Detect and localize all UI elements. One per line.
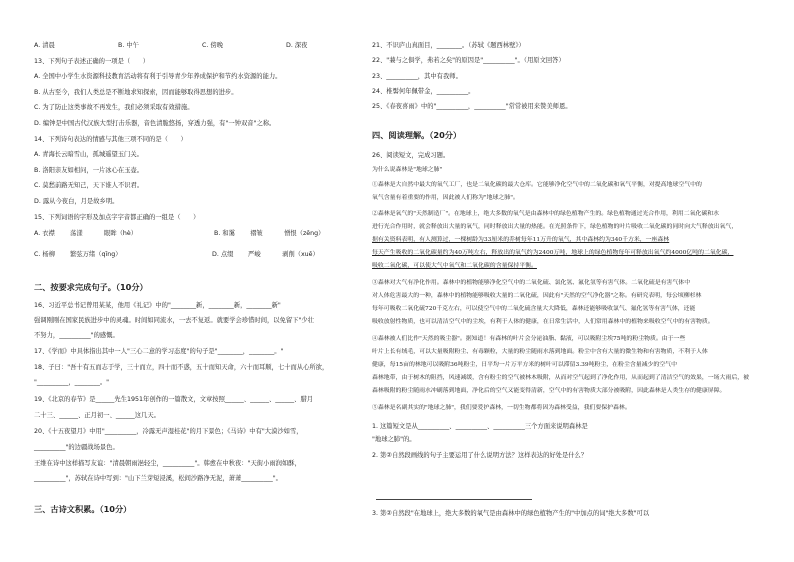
q20-line1[interactable]: 20、《十五夜望月》中用"__________，冷露无声湿桂花"的月下景色；《马诗》中有"大漠沙如雪，: [34, 428, 303, 435]
para3-line2: 对人体危害最大的一种，森林中的植物能够吸收大量的二氧化硫，因此有"天然的空气净化器"之称。有研究表明，每公顷柳杉林: [372, 293, 702, 299]
para3-line3: 每年可吸收二氧化硫720千克左右，可以使空气中的二氧化硫含量大大降低，森林还能够吸收氯气、氟化氢等有害气体，还能: [372, 306, 696, 312]
q20-line4[interactable]: __________"，苏轼在诗中写到："山下兰芽短浸溪，松间沙路净无泥，萧萧__________"。: [34, 475, 282, 482]
q14-option-b[interactable]: B. 洛阳亲友如相问，一片冰心在玉壶。: [34, 167, 144, 174]
q15-a-word2: 荡漾: [70, 230, 83, 237]
q15-a-word1[interactable]: A. 衣襟: [34, 230, 55, 237]
reading-q1-line2: "地球之肺"的。: [372, 436, 416, 443]
answer-line[interactable]: [376, 499, 532, 500]
q20-line2[interactable]: __________"的边疆战场景色。: [34, 444, 119, 451]
q17[interactable]: 17、《学而》中具体指出其中一人"三心二意的学习态度"的句子是"________，________。": [34, 348, 284, 355]
q23[interactable]: 23、__________，其中有我师。: [372, 73, 462, 80]
q15-row1: [34, 230, 324, 238]
q15-a-word3: 眼眸（hè）: [104, 230, 138, 237]
para5-line1: ⑤森林是名副其实的"地球之肺"，我们要爱护森林，一切生物都将因为森林受益，我们要保护森林。: [372, 405, 631, 411]
reading-q3: 3. 第②自然段"在地球上，绝大多数的氧气是由森林中的绿色植物产生的"中加点的词"绝大多数"可以: [372, 510, 650, 517]
q13-option-b[interactable]: B. 从古至今，我们人类总是不断地求知探索，因而能够取得思想的进步。: [34, 89, 238, 96]
q12-option-b[interactable]: B. 中午: [118, 42, 139, 49]
q24[interactable]: 24、椎髻何年佩带金，__________。: [372, 88, 475, 95]
q13-option-a[interactable]: A. 全国中小学生水资源科技教育活动将有利于引导青少年养成保护和节约水资源的能力。: [34, 73, 282, 80]
q14-stem: 14、下列诗句表达的情感与其他三项不同的是（ ）: [34, 136, 187, 143]
q19-line1[interactable]: 19、《北京的春节》是______先生1951年创作的一篇散文，文章按照______、______、______、腊月: [34, 396, 314, 403]
q12-option-c[interactable]: C. 傍晚: [202, 42, 223, 49]
section-3-title: 三、古诗文积累。（10分）: [34, 504, 132, 514]
q14-option-d[interactable]: D. 露从今夜白，月是故乡明。: [34, 198, 119, 205]
section-4-title: 四、阅读理解。（20分）: [372, 130, 462, 140]
para3-line4: 吸收放射性物质，也可以清洁空气中的尘埃，有利于人体的健康，在日常生活中，人们常用森林中的植物来吸收空气中的有害物质。: [372, 319, 714, 325]
q16-line1[interactable]: 16、习近平总书记曾用某某，他用《礼记》中的"________新，________新，________新": [34, 302, 281, 309]
q21[interactable]: 21、不识庐山真面目，________。（苏轼《题西林壁》）: [372, 42, 525, 49]
para4-line4: 森林地带，由于树木的阻挡，风速减缓，含有粉尘的空气被林木吸附，从而对空气起到了净化作用，从而起到了清洁空气的效果，一场大雨后，被: [372, 375, 749, 381]
q15-b-word3: 憎恨（zēng）: [284, 230, 325, 237]
q15-d-word3: 剥削（xuē）: [282, 251, 319, 258]
para4-line2: 叶片上长有绒毛，可以大量吸附粉尘、有毒颗粒，大量的粉尘随雨水落到地面。粉尘中含有大量的微生物和有害物质，不利于人体: [372, 349, 708, 355]
q19-line2[interactable]: 二十三、______、正月初一、______这几天。: [34, 412, 160, 419]
reading-q1-line1[interactable]: 1. 这篇短文是从__________、__________、__________三个方面来说明森林是: [372, 423, 588, 430]
q15-c-word1[interactable]: C. 杨柳: [34, 251, 55, 258]
q15-d-word2: 严峻: [248, 251, 261, 258]
reading-q2: 2. 第②自然段画线的句子主要运用了什么说明方法？这样表达的好处是什么？: [372, 452, 588, 459]
q20-line3[interactable]: 王维在诗中这样描写友谊："清晨朝雨浥轻尘，__________"。韩愈在中秋夜："天街小雨润如酥，: [34, 460, 301, 467]
q15-b-word1[interactable]: B. 和霭: [214, 230, 235, 237]
para4-line3: 健康，每15亩的林地可以吸附36吨粉尘，日平均一片万平方米的树叶可以滞留3.39吨粉尘，在粉尘含量减少的空气中: [372, 362, 677, 368]
q13-option-d[interactable]: D. 编钟是中国古代汉族大型打击乐器，音色清脆悠扬，穿透力强，有"一钟双音"之称。: [34, 120, 276, 127]
para3-line1: ③森林对大气有净化作用。森林中的植物能够净化空气中的二氧化硫、氯化氢、氟化氢等有害气体。二氧化硫是有害气体中: [372, 280, 691, 286]
para2-line2: 进行光合作用时，就会释放出大量的氧气，同时释放出大量的热能。在光照条件下，绿色植物的叶片吸收二氧化碳的同时向大气释放出氧气，: [372, 224, 738, 230]
q15-d-word1[interactable]: D. 点缀: [212, 251, 234, 258]
q14-option-c[interactable]: C. 莫愁前路无知己，天下谁人不识君。: [34, 182, 144, 189]
para1-line2: 氧气含量有着重要的作用，因此被人们称为"地球之肺"。: [372, 195, 519, 201]
q15-stem: 15、下列词语的字形及加点字字音都正确的一组是（ ）: [34, 214, 200, 221]
q14-option-a[interactable]: A. 青海长云暗雪山，孤城遥望玉门关。: [34, 151, 143, 158]
para4-line5: 森林吸附的粉尘随雨水冲刷落到地面，净化后的空气又能变得清新，空气中的有害物质大部分被吸附，因此森林是人类生存的健康屏障。: [372, 388, 726, 394]
para2-line4: 每天产生吸收的二氧化碳量约为40万吨左右，释放出的氧气约为2400万吨，地球上的绿色植物每年可释放出氧气约4000亿吨的二氧化碳，: [372, 250, 734, 256]
q22[interactable]: 22、"蒹与之俱学，弗若之矣"的原因是"__________"。（用原文回答）: [372, 57, 565, 64]
q15-row2: [34, 251, 319, 259]
article-title: 为什么说森林是"地球之肺": [372, 167, 443, 173]
para2-line3: 据有关资料表明，有人测算过，一棵树龄为33厘米的乔树每年11万升的氧气，其中森林约为340千方米，一座森林: [372, 237, 670, 243]
q18-line2[interactable]: "__________，________。": [34, 379, 110, 386]
q25[interactable]: 25、《春夜喜雨》中的"__________，__________"常常被用来赞美师恩。: [372, 103, 572, 110]
q15-c-word2: 繁弦万绪（qīng）: [70, 251, 122, 258]
q13-option-c[interactable]: C. 为了防止这类事故不再发生，我们必须采取有效措施。: [34, 104, 194, 111]
section-2-title: 二、按要求完成句子。（10分）: [34, 282, 148, 292]
para2-line1: ②森林是氧气的"天然制造厂"。在地球上，绝大多数的氧气是由森林中的绿色植物产生的。绿色植物通过光合作用，利用二氧化碳和水: [372, 211, 720, 217]
para1-line1: ①森林是大自然中最大的氧气工厂，也是二氧化碳的最大仓库。它能够净化空气中的二氧化碳和氧气平衡，对提高地球空气中的: [372, 182, 702, 188]
q26-stem: 26、阅读短文，完成习题。: [372, 152, 450, 159]
q16-line2: 强调刚刚在国家民族进步中的灵魂。时间如同流水，一去不复返。就要学会珍惜时间，以免留下"少壮: [34, 317, 314, 324]
q15-b-word2: 褶皱: [250, 230, 263, 237]
q12-options: [34, 42, 370, 50]
q18-line1: 18、子曰："吾十有五而志于学，三十而立，四十而不惑，五十而知天命，六十而耳顺，七十而从心所欲，: [34, 364, 329, 371]
q12-option-a[interactable]: A. 清晨: [34, 42, 55, 49]
q12-option-d[interactable]: D. 深夜: [286, 42, 308, 49]
q16-line3[interactable]: 不努力，__________"的感慨。: [34, 332, 119, 339]
para2-line5: 吸收二氧化碳，可以使大气中氧气和二氧化碳的含量保持平衡。: [372, 263, 537, 269]
para4-line1: ④森林被人们比作"天然的吸尘器"。据知道！有森林的叶片会分泌油脂、黏液，可以吸附尘埃75吨的粉尘物质。由于一些: [372, 336, 686, 342]
q13-stem: 13、下列句子表述正确的一项是（ ）: [34, 58, 150, 65]
